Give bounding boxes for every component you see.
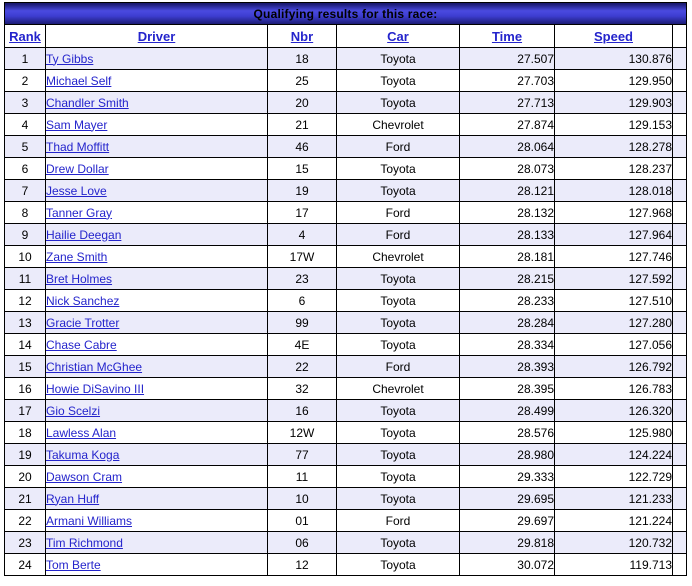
- driver-cell: [46, 136, 268, 158]
- driver-cell: [46, 378, 268, 400]
- driver-link[interactable]: Bret Holmes: [46, 271, 113, 286]
- rank-cell: 8: [5, 202, 46, 224]
- blank-cell: [673, 136, 687, 158]
- speed-cell: 127.968: [555, 202, 673, 224]
- driver-link[interactable]: Tanner Gray: [46, 205, 113, 220]
- blank-cell: [673, 268, 687, 290]
- car-number-cell: 22: [268, 356, 337, 378]
- rank-cell: 7: [5, 180, 46, 202]
- driver-cell: [46, 356, 268, 378]
- blank-cell: [673, 180, 687, 202]
- time-cell: 28.395: [460, 378, 555, 400]
- speed-cell: 128.278: [555, 136, 673, 158]
- speed-cell: 127.280: [555, 312, 673, 334]
- blank-cell: [673, 224, 687, 246]
- car-make-cell: Chevrolet: [337, 246, 460, 268]
- rank-cell: 6: [5, 158, 46, 180]
- blank-cell: [673, 246, 687, 268]
- car-number-cell: 4E: [268, 334, 337, 356]
- column-header-driver-link[interactable]: Driver: [137, 28, 176, 44]
- car-number-cell: 11: [268, 466, 337, 488]
- driver-link[interactable]: Howie DiSavino III: [46, 381, 145, 396]
- rank-cell: 23: [5, 532, 46, 554]
- table-row: [5, 114, 687, 136]
- table-row: [5, 356, 687, 378]
- driver-link[interactable]: Drew Dollar: [46, 161, 109, 176]
- speed-cell: 127.592: [555, 268, 673, 290]
- blank-cell: [673, 48, 687, 70]
- driver-link[interactable]: Chase Cabre: [46, 337, 117, 352]
- car-number-cell: 4: [268, 224, 337, 246]
- car-make-cell: Toyota: [337, 268, 460, 290]
- driver-link[interactable]: Thad Moffitt: [46, 139, 110, 154]
- time-cell: 29.818: [460, 532, 555, 554]
- car-make-cell: Ford: [337, 224, 460, 246]
- driver-cell: [46, 444, 268, 466]
- car-number-cell: 20: [268, 92, 337, 114]
- rank-cell: 14: [5, 334, 46, 356]
- driver-link[interactable]: Gio Scelzi: [46, 403, 101, 418]
- time-cell: 28.132: [460, 202, 555, 224]
- car-number-cell: 77: [268, 444, 337, 466]
- driver-link[interactable]: Jesse Love: [46, 183, 107, 198]
- driver-link[interactable]: Takuma Koga: [46, 447, 120, 462]
- driver-cell: [46, 70, 268, 92]
- rank-cell: 4: [5, 114, 46, 136]
- table-row: [5, 400, 687, 422]
- car-number-cell: 06: [268, 532, 337, 554]
- car-make-cell: Toyota: [337, 488, 460, 510]
- blank-cell: [673, 92, 687, 114]
- table-row: [5, 136, 687, 158]
- time-cell: 29.333: [460, 466, 555, 488]
- speed-cell: 126.783: [555, 378, 673, 400]
- table-row: [5, 92, 687, 114]
- driver-link[interactable]: Tim Richmond: [46, 535, 123, 550]
- car-number-cell: 16: [268, 400, 337, 422]
- speed-cell: 127.510: [555, 290, 673, 312]
- header-cell-rank: [5, 25, 46, 48]
- blank-cell: [673, 422, 687, 444]
- car-number-cell: 19: [268, 180, 337, 202]
- car-make-cell: Ford: [337, 510, 460, 532]
- rank-cell: 12: [5, 290, 46, 312]
- blank-cell: [673, 202, 687, 224]
- driver-link[interactable]: Ryan Huff: [46, 491, 100, 506]
- header-cell-time: [460, 25, 555, 48]
- table-row: [5, 290, 687, 312]
- driver-cell: [46, 532, 268, 554]
- car-make-cell: Ford: [337, 202, 460, 224]
- rank-cell: 5: [5, 136, 46, 158]
- speed-cell: 122.729: [555, 466, 673, 488]
- blank-cell: [673, 334, 687, 356]
- table-row: [5, 554, 687, 576]
- time-cell: 27.703: [460, 70, 555, 92]
- time-cell: 28.334: [460, 334, 555, 356]
- time-cell: 29.695: [460, 488, 555, 510]
- driver-cell: [46, 488, 268, 510]
- driver-link[interactable]: Zane Smith: [46, 249, 108, 264]
- speed-cell: 127.746: [555, 246, 673, 268]
- time-cell: 30.072: [460, 554, 555, 576]
- rank-cell: 2: [5, 70, 46, 92]
- driver-cell: [46, 158, 268, 180]
- rank-cell: 22: [5, 510, 46, 532]
- table-row: [5, 312, 687, 334]
- speed-cell: 126.320: [555, 400, 673, 422]
- time-cell: 28.121: [460, 180, 555, 202]
- car-make-cell: Toyota: [337, 70, 460, 92]
- time-cell: 28.576: [460, 422, 555, 444]
- car-number-cell: 12W: [268, 422, 337, 444]
- table-title: Qualifying results for this race:: [5, 3, 687, 25]
- driver-cell: [46, 48, 268, 70]
- column-header-nbr-link[interactable]: Nbr: [290, 28, 314, 44]
- rank-cell: 3: [5, 92, 46, 114]
- table-row: [5, 510, 687, 532]
- car-make-cell: Toyota: [337, 422, 460, 444]
- time-cell: 27.874: [460, 114, 555, 136]
- car-number-cell: 01: [268, 510, 337, 532]
- rank-cell: 15: [5, 356, 46, 378]
- car-number-cell: 32: [268, 378, 337, 400]
- blank-cell: [673, 378, 687, 400]
- time-cell: 28.499: [460, 400, 555, 422]
- time-cell: 28.073: [460, 158, 555, 180]
- table-row: [5, 488, 687, 510]
- car-number-cell: 25: [268, 70, 337, 92]
- table-row: [5, 378, 687, 400]
- car-make-cell: Toyota: [337, 532, 460, 554]
- rank-cell: 24: [5, 554, 46, 576]
- rank-cell: 17: [5, 400, 46, 422]
- car-make-cell: Toyota: [337, 334, 460, 356]
- time-cell: 27.713: [460, 92, 555, 114]
- car-make-cell: Toyota: [337, 48, 460, 70]
- column-header-speed-link[interactable]: Speed: [593, 28, 633, 44]
- time-cell: 28.133: [460, 224, 555, 246]
- table-row: [5, 444, 687, 466]
- table-row: [5, 158, 687, 180]
- rank-cell: 21: [5, 488, 46, 510]
- car-number-cell: 12: [268, 554, 337, 576]
- header-cell-car: [337, 25, 460, 48]
- table-row: [5, 532, 687, 554]
- rank-cell: 19: [5, 444, 46, 466]
- speed-cell: 124.224: [555, 444, 673, 466]
- speed-cell: 126.792: [555, 356, 673, 378]
- speed-cell: 129.153: [555, 114, 673, 136]
- driver-link[interactable]: Gracie Trotter: [46, 315, 120, 330]
- qualifying-results-table: [4, 2, 687, 576]
- car-make-cell: Toyota: [337, 400, 460, 422]
- car-number-cell: 6: [268, 290, 337, 312]
- driver-link[interactable]: Nick Sanchez: [46, 293, 120, 308]
- driver-cell: [46, 466, 268, 488]
- driver-link[interactable]: Armani Williams: [46, 513, 133, 528]
- header-cell-nbr: [268, 25, 337, 48]
- driver-cell: [46, 422, 268, 444]
- column-header-time-link[interactable]: Time: [491, 28, 523, 44]
- blank-cell: [673, 532, 687, 554]
- header-row: [5, 25, 687, 48]
- blank-cell: [673, 510, 687, 532]
- speed-cell: 120.732: [555, 532, 673, 554]
- speed-cell: 125.980: [555, 422, 673, 444]
- table-row: [5, 48, 687, 70]
- car-number-cell: 17W: [268, 246, 337, 268]
- car-number-cell: 23: [268, 268, 337, 290]
- car-make-cell: Toyota: [337, 554, 460, 576]
- car-make-cell: Toyota: [337, 466, 460, 488]
- car-number-cell: 10: [268, 488, 337, 510]
- rank-cell: 16: [5, 378, 46, 400]
- driver-cell: [46, 400, 268, 422]
- driver-cell: [46, 224, 268, 246]
- driver-link[interactable]: Sam Mayer: [46, 117, 108, 132]
- car-make-cell: Toyota: [337, 158, 460, 180]
- rank-cell: 13: [5, 312, 46, 334]
- rank-cell: 11: [5, 268, 46, 290]
- time-cell: 28.980: [460, 444, 555, 466]
- car-make-cell: Toyota: [337, 92, 460, 114]
- time-cell: 28.181: [460, 246, 555, 268]
- rank-cell: 10: [5, 246, 46, 268]
- speed-cell: 119.713: [555, 554, 673, 576]
- blank-cell: [673, 488, 687, 510]
- driver-cell: [46, 246, 268, 268]
- time-cell: 28.284: [460, 312, 555, 334]
- time-cell: 28.064: [460, 136, 555, 158]
- speed-cell: 121.233: [555, 488, 673, 510]
- car-make-cell: Toyota: [337, 312, 460, 334]
- driver-cell: [46, 268, 268, 290]
- table-row: [5, 180, 687, 202]
- car-make-cell: Toyota: [337, 290, 460, 312]
- car-number-cell: 17: [268, 202, 337, 224]
- blank-cell: [673, 466, 687, 488]
- table-row: [5, 246, 687, 268]
- table-row: [5, 466, 687, 488]
- blank-cell: [673, 400, 687, 422]
- car-make-cell: Chevrolet: [337, 114, 460, 136]
- car-make-cell: Toyota: [337, 180, 460, 202]
- driver-link[interactable]: Dawson Cram: [46, 469, 123, 484]
- speed-cell: 129.903: [555, 92, 673, 114]
- car-number-cell: 15: [268, 158, 337, 180]
- time-cell: 28.215: [460, 268, 555, 290]
- blank-cell: [673, 554, 687, 576]
- driver-link[interactable]: Chandler Smith: [46, 95, 129, 110]
- driver-cell: [46, 312, 268, 334]
- table-row: [5, 224, 687, 246]
- car-number-cell: 21: [268, 114, 337, 136]
- rank-cell: 18: [5, 422, 46, 444]
- driver-cell: [46, 554, 268, 576]
- blank-cell: [673, 312, 687, 334]
- time-cell: 27.507: [460, 48, 555, 70]
- driver-cell: [46, 92, 268, 114]
- driver-link[interactable]: Lawless Alan: [46, 425, 117, 440]
- header-cell-speed: [555, 25, 673, 48]
- car-number-cell: 99: [268, 312, 337, 334]
- table-row: [5, 268, 687, 290]
- blank-cell: [673, 290, 687, 312]
- speed-cell: 128.018: [555, 180, 673, 202]
- driver-link[interactable]: Hailie Deegan: [46, 227, 122, 242]
- driver-link[interactable]: Michael Self: [46, 73, 112, 88]
- time-cell: 29.697: [460, 510, 555, 532]
- blank-cell: [673, 158, 687, 180]
- header-cell-driver: [46, 25, 268, 48]
- blank-cell: [673, 444, 687, 466]
- driver-cell: [46, 510, 268, 532]
- column-header-car-link[interactable]: Car: [387, 28, 409, 44]
- header-cell-blank: [673, 25, 687, 48]
- driver-cell: [46, 202, 268, 224]
- car-number-cell: 46: [268, 136, 337, 158]
- column-header-rank-link[interactable]: Rank: [9, 28, 41, 44]
- driver-cell: [46, 290, 268, 312]
- car-number-cell: 18: [268, 48, 337, 70]
- driver-link[interactable]: Christian McGhee: [46, 359, 143, 374]
- time-cell: 28.233: [460, 290, 555, 312]
- rank-cell: 9: [5, 224, 46, 246]
- table-row: [5, 70, 687, 92]
- speed-cell: 130.876: [555, 48, 673, 70]
- driver-link[interactable]: Ty Gibbs: [46, 51, 94, 66]
- rank-cell: 20: [5, 466, 46, 488]
- driver-link[interactable]: Tom Berte: [46, 557, 101, 572]
- driver-cell: [46, 334, 268, 356]
- blank-cell: [673, 70, 687, 92]
- blank-cell: [673, 114, 687, 136]
- table-row: [5, 202, 687, 224]
- speed-cell: 127.964: [555, 224, 673, 246]
- driver-cell: [46, 180, 268, 202]
- rank-cell: 1: [5, 48, 46, 70]
- table-row: [5, 422, 687, 444]
- blank-cell: [673, 356, 687, 378]
- driver-cell: [46, 114, 268, 136]
- car-make-cell: Ford: [337, 136, 460, 158]
- title-row: [5, 3, 687, 25]
- speed-cell: 121.224: [555, 510, 673, 532]
- table-row: [5, 334, 687, 356]
- speed-cell: 128.237: [555, 158, 673, 180]
- results-rows: [5, 48, 687, 576]
- speed-cell: 127.056: [555, 334, 673, 356]
- car-make-cell: Toyota: [337, 444, 460, 466]
- speed-cell: 129.950: [555, 70, 673, 92]
- car-make-cell: Chevrolet: [337, 378, 460, 400]
- time-cell: 28.393: [460, 356, 555, 378]
- car-make-cell: Ford: [337, 356, 460, 378]
